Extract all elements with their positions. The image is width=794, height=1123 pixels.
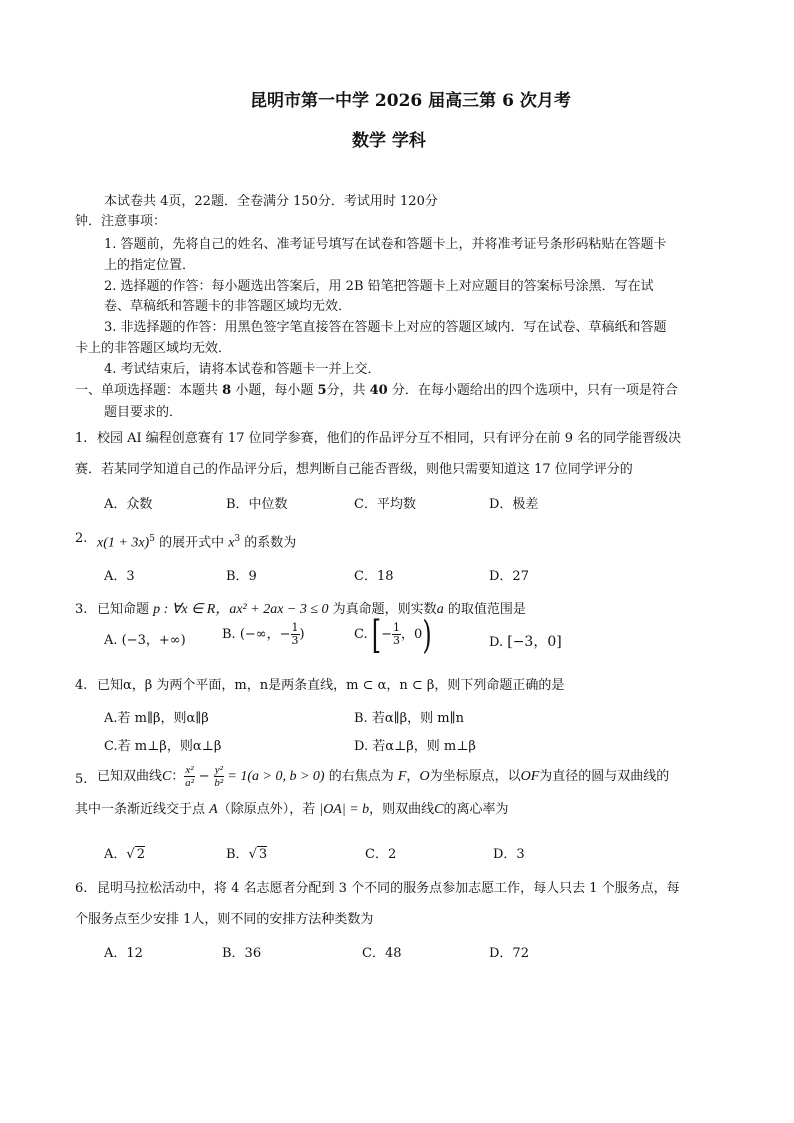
q3-number: 3. xyxy=(75,602,88,617)
q5-segment: OF xyxy=(520,769,540,784)
q4-option-a: A.若 m∥β，则α∥β xyxy=(104,711,209,726)
q2-expression: x(1 + 3x) xyxy=(97,535,150,551)
q5-y-squared: y² xyxy=(214,764,223,776)
q5-minus: − xyxy=(194,769,214,784)
q5-origin: O xyxy=(419,769,430,784)
q4-option-b: B. 若α∥β，则 m∥n xyxy=(354,711,464,726)
q5-curve-name: C xyxy=(162,769,172,784)
q5-line-2 xyxy=(75,801,509,819)
q3-text-3: 的取值范围是 xyxy=(443,602,526,617)
q5-option-a-sqrt-icon: √ xyxy=(126,847,135,862)
q3-option-b xyxy=(222,622,305,647)
q1-option-c: C．平均数 xyxy=(354,497,416,512)
q5-b-squared: b² xyxy=(214,777,224,789)
q4-number: 4. xyxy=(75,678,88,693)
q3-option-c-right: ，0 xyxy=(401,627,423,642)
q5-stem xyxy=(97,763,669,791)
q3-proposition: p : ∀x ∈ R，ax² + 2ax − 3 ≤ 0 xyxy=(153,602,329,617)
q1-option-b: B．中位数 xyxy=(226,497,288,512)
q2-option-d: D．27 xyxy=(489,569,529,584)
q3-option-c xyxy=(354,612,432,657)
section-mid2: 分，共 xyxy=(326,383,370,398)
q3-option-b-denominator: 3 xyxy=(291,634,299,647)
q6-line-2: 个服务点至少安排 1人，则不同的安排方法种类数为 xyxy=(75,912,374,927)
q3-option-d-label: D. xyxy=(489,635,504,650)
intro-line-2: 钟．注意事项： xyxy=(75,214,167,229)
q2-option-a: A．3 xyxy=(104,569,135,584)
q3-option-c-left-bracket: [ xyxy=(371,612,382,657)
q5-point-a: A xyxy=(209,802,218,817)
q5-option-c: C．2 xyxy=(365,847,397,862)
q5-x-squared: x² xyxy=(185,764,194,776)
q4-option-d: D. 若α⊥β，则 m⊥β xyxy=(354,739,476,754)
q3-option-c-right-bracket: ) xyxy=(422,612,432,657)
instruction-2a: 2. 选择题的作答：每小题选出答案后，用 2B 铅笔把答题卡上对应题目的答案标号涂黑．写在试 xyxy=(104,279,654,294)
q3-option-c-denominator: 3 xyxy=(393,634,401,647)
q2-option-b: B．9 xyxy=(226,569,257,584)
q5-focus: F xyxy=(397,769,407,784)
q3-option-b-right: ) xyxy=(299,627,305,642)
q5-text-1: 已知双曲线 xyxy=(97,769,163,784)
q5-oa-condition: |OA| = b xyxy=(319,802,370,817)
section-heading-line2: 题目要求的． xyxy=(104,405,183,420)
q4-option-c: C.若 m⊥β，则α⊥β xyxy=(104,739,222,754)
q5-fraction-y xyxy=(214,764,224,789)
section-total: 40 xyxy=(369,383,388,398)
q3-option-a: A. (−3，+∞) xyxy=(104,633,186,648)
q3-text-1: 已知命题 xyxy=(97,602,154,617)
section-prefix: 一、单项选择题：本题共 xyxy=(75,383,223,398)
q4-stem: 已知α，β 为两个平面，m，n是两条直线，m ⊂ α，n ⊂ β，则下列命题正确的是 xyxy=(97,678,565,693)
q3-option-b-label: B. xyxy=(222,627,236,642)
q6-option-d: D．72 xyxy=(489,946,529,961)
q3-option-c-fraction xyxy=(392,622,401,647)
q2-text-2: 的系数为 xyxy=(240,535,297,551)
instruction-1b: 上的指定位置． xyxy=(104,258,196,273)
q5-option-a-value: 2 xyxy=(136,847,145,862)
q6-option-c: C．48 xyxy=(362,946,402,961)
section-suffix: 分．在每小题给出的四个选项中，只有一项是符合 xyxy=(387,383,678,398)
q5-line2-b: （除原点外），若 xyxy=(217,802,320,817)
q3-option-c-minus: − xyxy=(381,627,393,642)
q3-option-c-numerator: 1 xyxy=(393,621,401,634)
q5-option-b-label: B． xyxy=(226,847,249,862)
exam-title: 昆明市第一中学 2026 届高三第 6 次月考 xyxy=(250,91,571,111)
q5-option-a-label: A． xyxy=(104,847,127,862)
q1-line-1: 校园 AI 编程创意赛有 17 位同学参赛，他们的作品评分互不相同，只有评分在前 9 名的同学能晋级决 xyxy=(97,431,682,446)
q2-exponent: 5 xyxy=(149,534,155,544)
q6-option-b: B．36 xyxy=(222,946,262,961)
q3-option-d xyxy=(489,631,562,651)
q5-condition: = 1(a > 0, b > 0) xyxy=(223,769,325,784)
q5-curve-name-2: C xyxy=(434,802,444,817)
instruction-3b: 卡上的非答题区域均无效． xyxy=(75,341,232,356)
q5-line2-d: 的离心率为 xyxy=(443,802,509,817)
q5-a-squared: a² xyxy=(185,777,194,789)
q3-stem xyxy=(97,601,526,619)
q1-line-2: 赛．若某同学知道自己的作品评分后，想判断自己能否晋级，则他只需要知道这 17 位同学评分的 xyxy=(75,462,633,477)
q5-text-4: 为坐标原点，以 xyxy=(429,769,521,784)
q2-text-1: 的展开式中 xyxy=(154,535,229,551)
q6-number: 6. xyxy=(75,881,88,896)
section-points: 5 xyxy=(317,383,327,398)
q5-colon: ： xyxy=(171,769,185,784)
exam-subject: 数学 学科 xyxy=(352,131,426,151)
q5-text-2: 的右焦点为 xyxy=(324,769,398,784)
q5-number: 5. xyxy=(75,772,88,787)
instruction-2b: 卷、草稿纸和答题卡的非答题区域均无效． xyxy=(104,299,352,314)
q5-fraction-x xyxy=(184,764,194,789)
q2-stem xyxy=(97,530,296,552)
q5-text-3: ， xyxy=(406,769,420,784)
q5-option-b xyxy=(226,843,267,862)
q3-option-b-fraction xyxy=(291,622,300,647)
q3-option-c-label: C. xyxy=(354,627,368,642)
q3-variable: a xyxy=(436,602,444,617)
q3-text-2: 为真命题，则实数 xyxy=(328,602,437,617)
q5-option-a xyxy=(104,843,145,862)
q5-option-b-sqrt-icon: √ xyxy=(248,847,257,862)
intro-line-1: 本试卷共 4页，22题．全卷满分 150分．考试用时 120分 xyxy=(104,194,438,209)
instruction-3a: 3. 非选择题的作答：用黑色签字笔直接答在答题卡上对应的答题区域内．写在试卷、草稿纸和答题 xyxy=(104,320,667,335)
q5-option-d: D．3 xyxy=(493,847,525,862)
q2-term: x xyxy=(228,535,235,551)
q3-option-d-value: [−3，0] xyxy=(507,634,562,650)
q3-option-b-left: (−∞，− xyxy=(239,627,291,642)
q5-option-b-value: 3 xyxy=(258,847,268,862)
q2-number: 2. xyxy=(75,531,88,546)
q6-option-a: A．12 xyxy=(104,946,143,961)
instruction-1a: 1. 答题前，先将自己的姓名、准考证号填写在试卷和答题卡上，并将准考证号条形码粘贴在答题卡 xyxy=(104,237,667,252)
q2-term-exponent: 3 xyxy=(234,534,241,544)
q5-text-5: 为直径的圆与双曲线的 xyxy=(539,769,670,784)
section-heading xyxy=(75,382,678,400)
q5-line2-c: ，则双曲线 xyxy=(369,802,435,817)
q1-number: 1. xyxy=(75,431,88,446)
instruction-4: 4. 考试结束后，请将本试卷和答题卡一并上交． xyxy=(104,362,381,377)
q6-line-1: 昆明马拉松活动中，将 4 名志愿者分配到 3 个不同的服务点参加志愿工作，每人只去 1 个服务点，每 xyxy=(97,881,680,896)
q3-option-b-numerator: 1 xyxy=(291,621,299,634)
section-count: 8 xyxy=(222,383,232,398)
q5-line2-a: 其中一条渐近线交于点 xyxy=(75,802,210,817)
section-mid1: 小题，每小题 xyxy=(231,383,318,398)
q1-option-a: A．众数 xyxy=(104,497,153,512)
q2-option-c: C．18 xyxy=(354,569,394,584)
q1-option-d: D．极差 xyxy=(489,497,539,512)
